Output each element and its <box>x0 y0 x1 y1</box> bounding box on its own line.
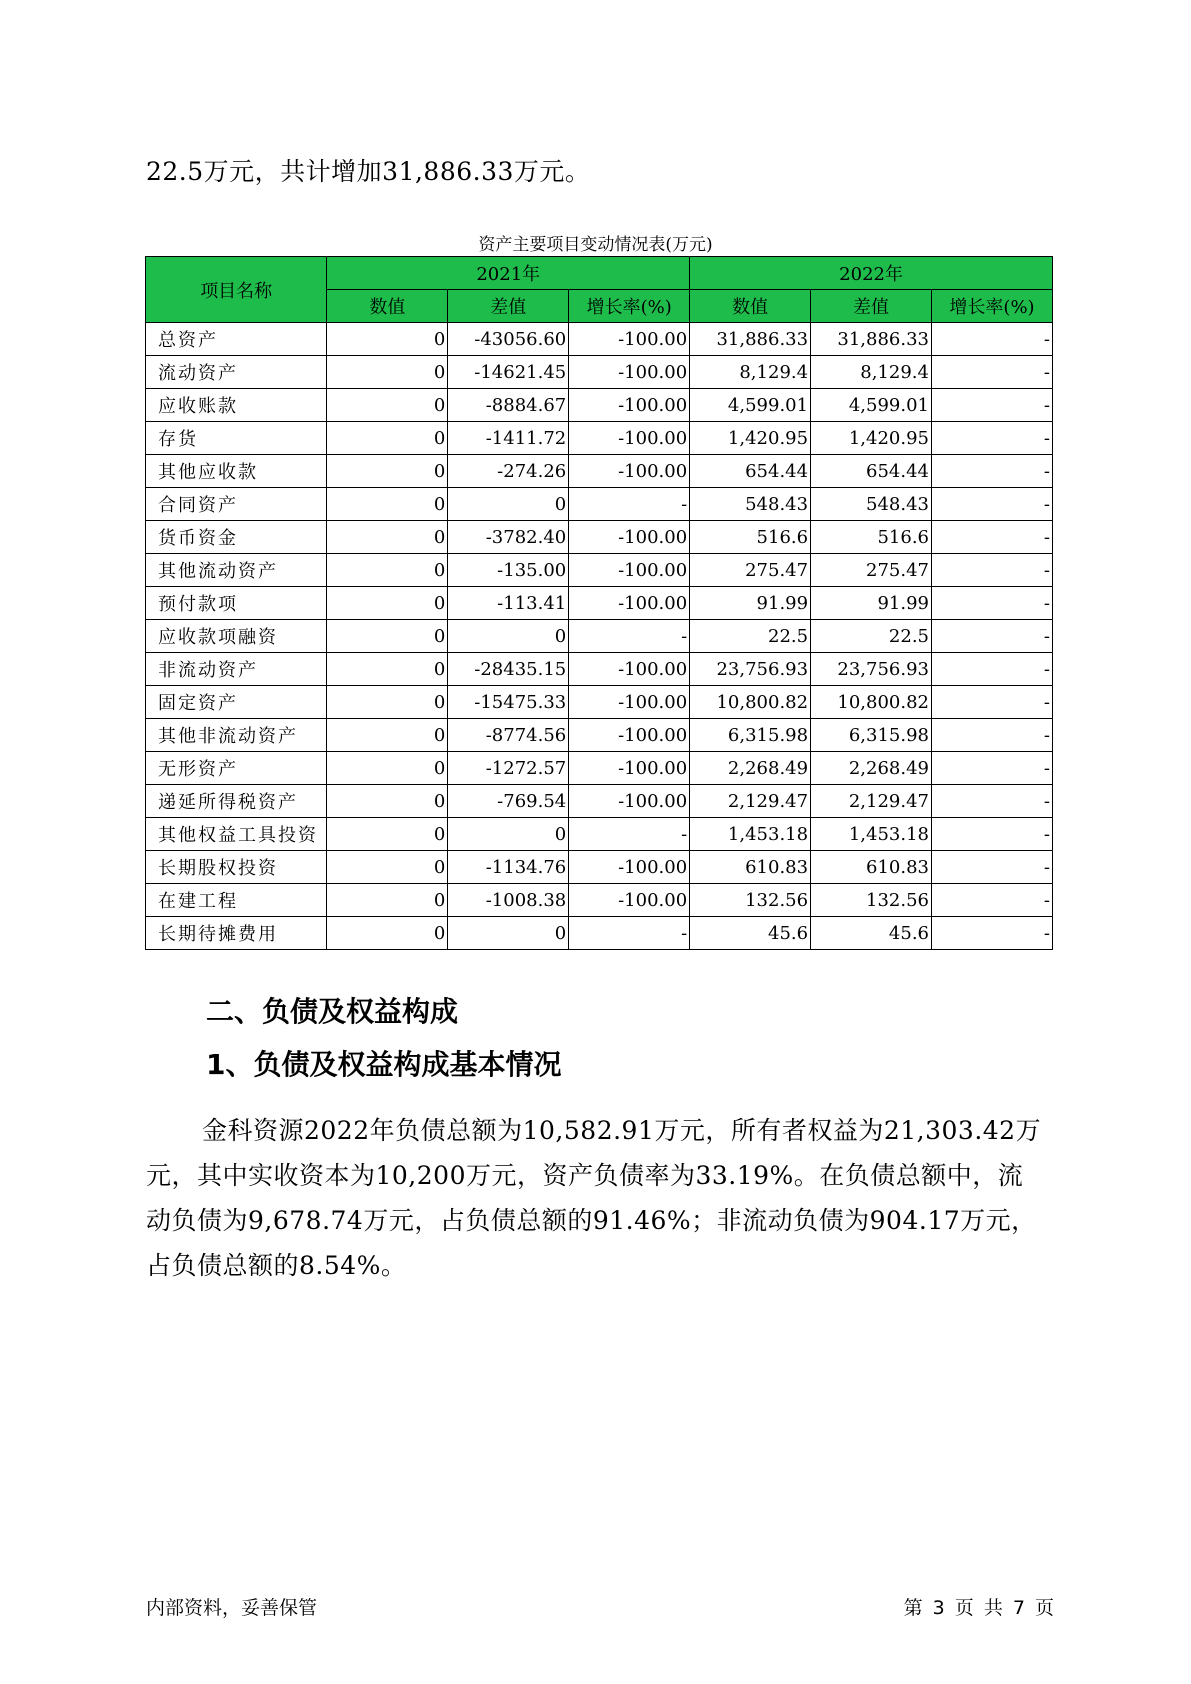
body-paragraph: 金科资源2022年负债总额为10,582.91万元，所有者权益为21,303.42万元，其中实收资本为10,200万元，资产负债率为33.19%。在负债总额中，流动负债为9,678.74万元，占负债总额的91.46%；非流动负债为904.17万元，占负债总额的8.54%。 <box>146 1116 1042 1280</box>
table-cell: -100.00 <box>569 587 690 620</box>
table-cell: 0 <box>448 917 569 950</box>
table-cell: 132.56 <box>690 884 811 917</box>
table-cell: 6,315.98 <box>811 719 932 752</box>
table-cell: -100.00 <box>569 653 690 686</box>
table-cell: 4,599.01 <box>690 389 811 422</box>
table-cell: 91.99 <box>811 587 932 620</box>
table-row <box>146 653 1053 686</box>
table-header <box>146 257 1053 323</box>
table-cell: 0 <box>327 521 448 554</box>
table-row <box>146 620 1053 653</box>
table-cell: -1008.38 <box>448 884 569 917</box>
table-cell: 548.43 <box>811 488 932 521</box>
table-cell: 2,268.49 <box>811 752 932 785</box>
table-cell: 0 <box>327 620 448 653</box>
header-growth-2022: 增长率(%) <box>932 290 1053 323</box>
table-cell: -100.00 <box>569 356 690 389</box>
table-row <box>146 884 1053 917</box>
table-cell: -1134.76 <box>448 851 569 884</box>
table-cell: - <box>932 653 1053 686</box>
table-cell: - <box>932 851 1053 884</box>
table-cell: -1411.72 <box>448 422 569 455</box>
table-cell: - <box>932 818 1053 851</box>
table-cell: 132.56 <box>811 884 932 917</box>
table-cell: - <box>932 686 1053 719</box>
table-cell: -100.00 <box>569 389 690 422</box>
table-cell: -100.00 <box>569 851 690 884</box>
table-cell: - <box>569 488 690 521</box>
table-cell: 0 <box>327 323 448 356</box>
table-cell: - <box>932 455 1053 488</box>
table-cell: -769.54 <box>448 785 569 818</box>
table-cell: 0 <box>327 851 448 884</box>
table-cell: 10,800.82 <box>690 686 811 719</box>
table-cell: 654.44 <box>690 455 811 488</box>
table-cell: -100.00 <box>569 323 690 356</box>
table-cell: - <box>932 917 1053 950</box>
table-cell: -100.00 <box>569 752 690 785</box>
table-caption: 资产主要项目变动情况表(万元) <box>478 235 713 255</box>
table-cell: 516.6 <box>690 521 811 554</box>
table-cell: 2,129.47 <box>811 785 932 818</box>
table-cell: -15475.33 <box>448 686 569 719</box>
table-cell: - <box>932 521 1053 554</box>
header-value-2021: 数值 <box>327 290 448 323</box>
table-cell: 2,129.47 <box>690 785 811 818</box>
table-cell: 22.5 <box>811 620 932 653</box>
table-cell: - <box>932 620 1053 653</box>
table-cell: 31,886.33 <box>690 323 811 356</box>
table-cell: 10,800.82 <box>811 686 932 719</box>
row-item-name: 存货 <box>146 422 327 455</box>
table-cell: -113.41 <box>448 587 569 620</box>
table-row <box>146 818 1053 851</box>
table-row <box>146 389 1053 422</box>
table-cell: - <box>932 752 1053 785</box>
table-cell: 610.83 <box>690 851 811 884</box>
table-row <box>146 851 1053 884</box>
table-row <box>146 917 1053 950</box>
table-row <box>146 323 1053 356</box>
table-cell: -100.00 <box>569 686 690 719</box>
section-heading: 二、负债及权益构成 <box>206 995 459 1028</box>
table-cell: -100.00 <box>569 785 690 818</box>
table-cell: 548.43 <box>690 488 811 521</box>
table-cell: - <box>932 884 1053 917</box>
table-cell: 0 <box>327 554 448 587</box>
table-row <box>146 785 1053 818</box>
header-year-2022: 2022年 <box>690 257 1053 290</box>
table-cell: 4,599.01 <box>811 389 932 422</box>
table-cell: 1,453.18 <box>690 818 811 851</box>
table-row <box>146 356 1053 389</box>
table-row <box>146 521 1053 554</box>
footer-page-number: 第 3 页 共 7 页 <box>903 1597 1054 1619</box>
table-cell: - <box>932 587 1053 620</box>
table-cell: -100.00 <box>569 455 690 488</box>
table-row <box>146 488 1053 521</box>
table-cell: - <box>932 719 1053 752</box>
table-cell: 0 <box>327 587 448 620</box>
table-cell: 6,315.98 <box>690 719 811 752</box>
table-cell: -14621.45 <box>448 356 569 389</box>
table-row <box>146 554 1053 587</box>
table-cell: -1272.57 <box>448 752 569 785</box>
table-cell: 31,886.33 <box>811 323 932 356</box>
table-cell: 610.83 <box>811 851 932 884</box>
table-cell: 0 <box>448 818 569 851</box>
table-cell: 0 <box>327 752 448 785</box>
header-year-2021: 2021年 <box>327 257 690 290</box>
table-cell: 23,756.93 <box>690 653 811 686</box>
table-cell: 275.47 <box>690 554 811 587</box>
table-cell: 0 <box>327 389 448 422</box>
row-item-name: 其他流动资产 <box>146 554 327 587</box>
table-cell: 0 <box>448 620 569 653</box>
row-item-name: 其他应收款 <box>146 455 327 488</box>
table-cell: 516.6 <box>811 521 932 554</box>
header-diff-2021: 差值 <box>448 290 569 323</box>
row-item-name: 递延所得税资产 <box>146 785 327 818</box>
row-item-name: 应收账款 <box>146 389 327 422</box>
table-cell: 91.99 <box>690 587 811 620</box>
table-cell: - <box>932 422 1053 455</box>
table-cell: 8,129.4 <box>811 356 932 389</box>
table-cell: - <box>569 818 690 851</box>
table-cell: 23,756.93 <box>811 653 932 686</box>
table-cell: - <box>569 620 690 653</box>
intro-line: 22.5万元，共计增加31,886.33万元。 <box>146 157 591 186</box>
table-cell: 0 <box>327 686 448 719</box>
table-cell: - <box>569 917 690 950</box>
table-cell: 45.6 <box>811 917 932 950</box>
header-value-2022: 数值 <box>690 290 811 323</box>
row-item-name: 预付款项 <box>146 587 327 620</box>
table-cell: - <box>932 785 1053 818</box>
row-item-name: 其他非流动资产 <box>146 719 327 752</box>
table-cell: 1,420.95 <box>811 422 932 455</box>
table-row <box>146 686 1053 719</box>
table-cell: 22.5 <box>690 620 811 653</box>
table-cell: 275.47 <box>811 554 932 587</box>
table-row <box>146 752 1053 785</box>
row-item-name: 应收款项融资 <box>146 620 327 653</box>
table-cell: -100.00 <box>569 884 690 917</box>
table-cell: 45.6 <box>690 917 811 950</box>
header-item-name: 项目名称 <box>146 257 327 323</box>
table-cell: -100.00 <box>569 719 690 752</box>
table-cell: 0 <box>327 653 448 686</box>
table-cell: -3782.40 <box>448 521 569 554</box>
table-cell: 0 <box>448 488 569 521</box>
subsection-heading: 1、负债及权益构成基本情况 <box>206 1048 562 1081</box>
footer-confidential-note: 内部资料，妥善保管 <box>146 1597 318 1619</box>
table-cell: 0 <box>327 785 448 818</box>
table-row <box>146 455 1053 488</box>
table-body <box>146 323 1053 950</box>
table-cell: 2,268.49 <box>690 752 811 785</box>
table-row <box>146 422 1053 455</box>
table-cell: 8,129.4 <box>690 356 811 389</box>
table-cell: - <box>932 389 1053 422</box>
assets-table <box>145 256 1053 950</box>
table-cell: 0 <box>327 917 448 950</box>
table-cell: -100.00 <box>569 521 690 554</box>
table-cell: -100.00 <box>569 554 690 587</box>
row-item-name: 在建工程 <box>146 884 327 917</box>
table-cell: -100.00 <box>569 422 690 455</box>
table-cell: -8884.67 <box>448 389 569 422</box>
row-item-name: 长期待摊费用 <box>146 917 327 950</box>
table-cell: 0 <box>327 356 448 389</box>
table-cell: - <box>932 323 1053 356</box>
row-item-name: 长期股权投资 <box>146 851 327 884</box>
table-cell: 1,420.95 <box>690 422 811 455</box>
row-item-name: 非流动资产 <box>146 653 327 686</box>
table-cell: 0 <box>327 719 448 752</box>
table-cell: -8774.56 <box>448 719 569 752</box>
table-cell: 0 <box>327 422 448 455</box>
row-item-name: 无形资产 <box>146 752 327 785</box>
row-item-name: 其他权益工具投资 <box>146 818 327 851</box>
table-row <box>146 587 1053 620</box>
table-cell: 654.44 <box>811 455 932 488</box>
table-cell: 0 <box>327 488 448 521</box>
table-cell: -135.00 <box>448 554 569 587</box>
table-cell: 0 <box>327 884 448 917</box>
row-item-name: 总资产 <box>146 323 327 356</box>
row-item-name: 合同资产 <box>146 488 327 521</box>
table-cell: 0 <box>327 455 448 488</box>
table-cell: - <box>932 488 1053 521</box>
table-cell: - <box>932 554 1053 587</box>
table-cell: 0 <box>327 818 448 851</box>
row-item-name: 固定资产 <box>146 686 327 719</box>
table-row <box>146 719 1053 752</box>
header-diff-2022: 差值 <box>811 290 932 323</box>
table-cell: - <box>932 356 1053 389</box>
table-cell: -43056.60 <box>448 323 569 356</box>
table-cell: -274.26 <box>448 455 569 488</box>
row-item-name: 流动资产 <box>146 356 327 389</box>
header-growth-2021: 增长率(%) <box>569 290 690 323</box>
table-cell: 1,453.18 <box>811 818 932 851</box>
row-item-name: 货币资金 <box>146 521 327 554</box>
table-cell: -28435.15 <box>448 653 569 686</box>
